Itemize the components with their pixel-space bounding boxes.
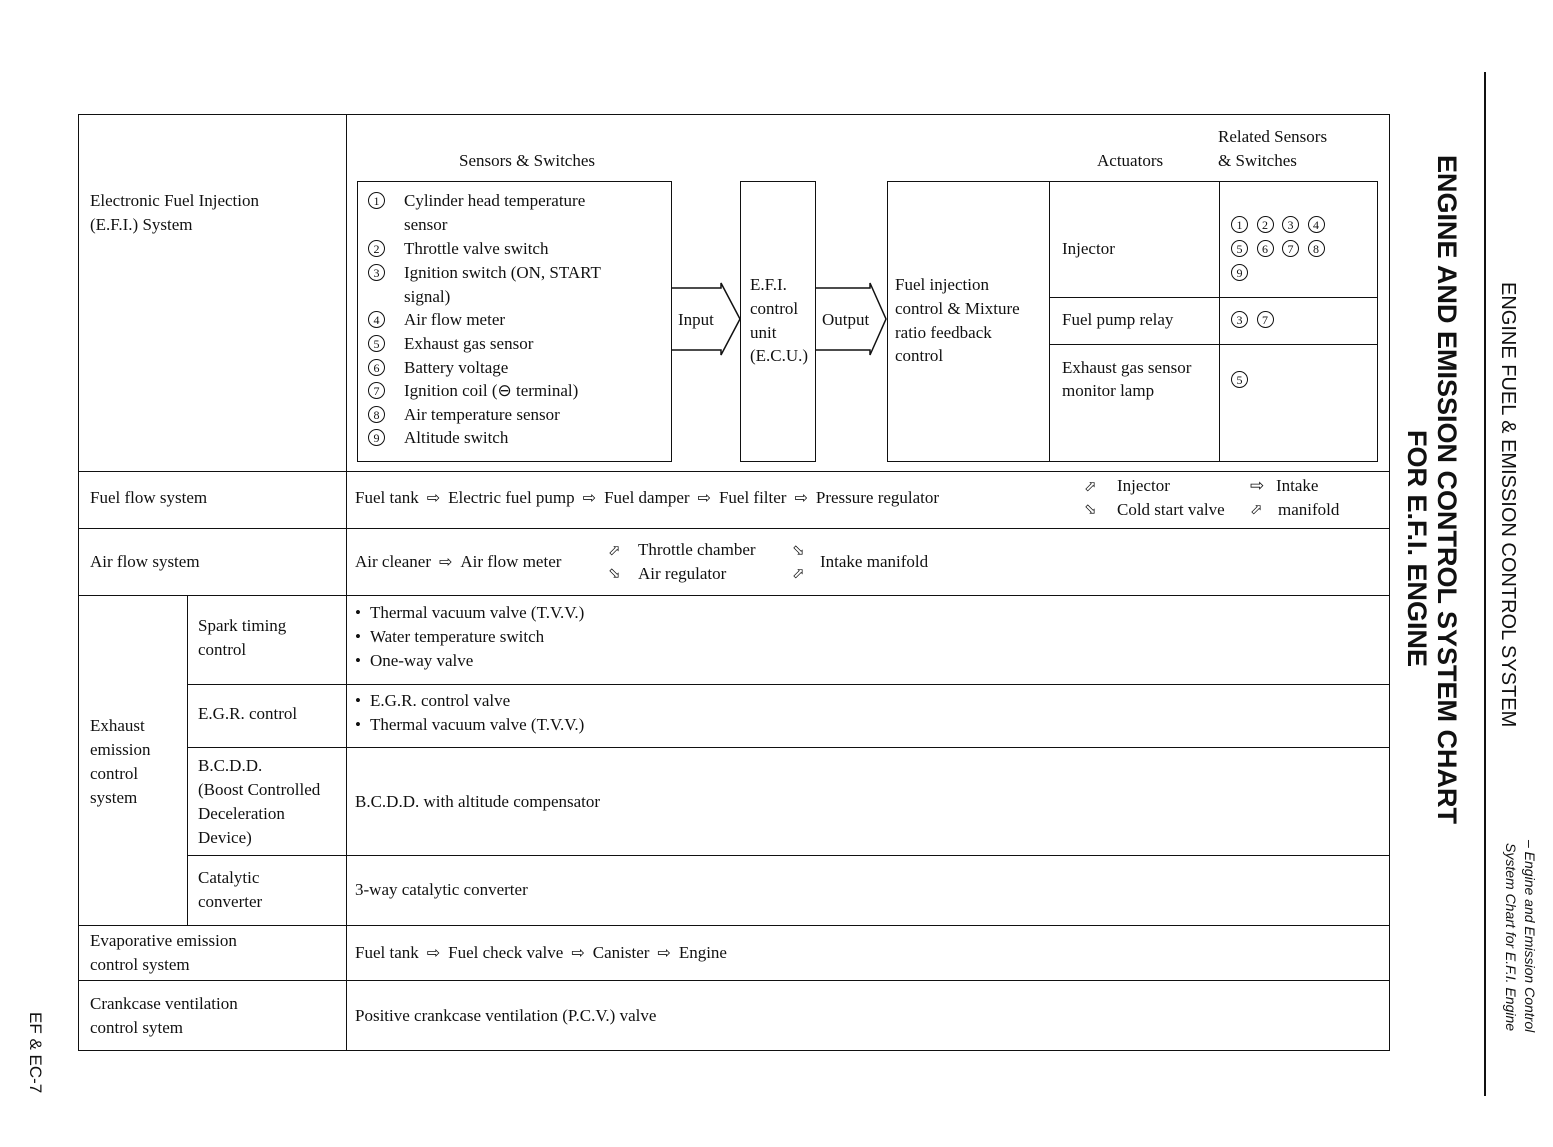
ecu-label: unit [750, 323, 777, 342]
flow-step: Engine [678, 943, 727, 962]
sensor-item [368, 426, 385, 450]
circled-number-icon: 9 [368, 429, 385, 446]
catalytic-description: 3-way catalytic converter [355, 880, 528, 899]
list-item: • Water temperature switch [355, 625, 544, 649]
air-flow-chain [355, 550, 561, 575]
control-label: Fuel injection [895, 275, 989, 294]
fuel-flow-chain [355, 486, 939, 511]
side-rule [1484, 72, 1486, 1096]
section-title: ENGINE FUEL & EMISSION CONTROL SYSTEM [1497, 282, 1519, 728]
sensor-label: Air temperature sensor [404, 405, 560, 424]
list-item: • Thermal vacuum valve (T.V.V.) [355, 713, 584, 737]
flow-end: manifold [1278, 500, 1340, 519]
related-row [1231, 261, 1248, 285]
hollow-arrow-right-icon: ⇨ [657, 945, 671, 962]
circled-number-icon: 3 [368, 264, 385, 281]
efi-row-label: Electronic Fuel Injection [90, 191, 259, 210]
circled-number-icon: 6 [1257, 240, 1274, 257]
hollow-arrow-right-icon: ⇨ [794, 490, 808, 507]
related-header: & Switches [1218, 151, 1297, 170]
sensor-label: Altitude switch [404, 428, 509, 447]
sensor-item [368, 403, 385, 427]
circled-number-icon: 1 [368, 192, 385, 209]
related-row [1231, 368, 1248, 392]
exhaust-label: control [90, 764, 139, 783]
sensor-item [368, 332, 385, 356]
sensor-item [368, 189, 385, 213]
spark-timing-label: Spark timing [198, 616, 287, 635]
hollow-arrow-up-right-icon: ⬀ [1250, 502, 1263, 518]
hollow-arrow-up-right-icon: ⬀ [792, 566, 805, 582]
bcdd-label: B.C.D.D. [198, 756, 263, 775]
actuator-label: Fuel pump relay [1062, 310, 1174, 329]
bcdd-description: B.C.D.D. with altitude compensator [355, 792, 601, 811]
bcdd-label: Device) [198, 828, 252, 847]
catalytic-label: Catalytic [198, 868, 260, 887]
bcdd-label: Deceleration [198, 804, 285, 823]
flow-step: Fuel check valve [448, 943, 564, 962]
circled-number-icon: 6 [368, 359, 385, 376]
sensors-header: Sensors & Switches [459, 151, 595, 170]
sensor-label: Battery voltage [404, 358, 509, 377]
hollow-arrow-down-right-icon: ⬂ [608, 566, 621, 582]
list-item: • E.G.R. control valve [355, 689, 510, 713]
crankcase-label: Crankcase ventilation [90, 994, 238, 1013]
row-divider [78, 925, 1390, 926]
circled-number-icon: 5 [1231, 240, 1248, 257]
hollow-arrow-down-right-icon: ⬂ [1084, 502, 1097, 518]
hollow-arrow-right-icon: ⇨ [1250, 476, 1265, 495]
spark-timing-label: control [198, 640, 247, 659]
hollow-arrow-up-right-icon: ⬀ [608, 543, 621, 559]
circled-number-icon: 8 [368, 406, 385, 423]
flow-step: Fuel filter [718, 488, 787, 507]
circled-number-icon: 7 [1257, 311, 1274, 328]
chart-title: FOR E.F.I. ENGINE [1402, 430, 1432, 668]
bcdd-label: (Boost Controlled [198, 780, 321, 799]
sensor-item [368, 237, 385, 261]
sensor-label: Ignition coil (⊖ terminal) [404, 381, 579, 400]
related-row [1231, 213, 1325, 237]
hollow-arrow-right-icon: ⇨ [438, 554, 453, 571]
flow-branch-top: Throttle chamber [638, 540, 756, 559]
row-divider [78, 528, 1390, 529]
circled-number-icon: 3 [1231, 311, 1248, 328]
row-divider [78, 595, 1390, 596]
sensor-label: Throttle valve switch [404, 239, 549, 258]
flow-step: Fuel tank [355, 943, 419, 962]
flow-branch-bottom: Cold start valve [1117, 500, 1225, 519]
row-divider [187, 684, 1390, 685]
circled-number-icon: 8 [1308, 240, 1325, 257]
evap-label: Evaporative emission [90, 931, 237, 950]
circled-number-icon: 2 [368, 240, 385, 257]
hollow-arrow-right-icon: ⇨ [582, 490, 597, 507]
flow-end: Intake manifold [820, 552, 929, 571]
row-divider [187, 747, 1390, 748]
actuator-row-divider [1049, 344, 1378, 345]
flow-step: Fuel damper [604, 488, 690, 507]
list-item: • Thermal vacuum valve (T.V.V.) [355, 601, 584, 625]
row-divider [78, 471, 1390, 472]
related-column-divider [1219, 181, 1220, 462]
chart-title: ENGINE AND EMISSION CONTROL SYSTEM CHART [1432, 155, 1462, 825]
circled-number-icon: 7 [1282, 240, 1299, 257]
flow-end: Intake [1276, 476, 1319, 495]
sensor-label: Cylinder head temperature [404, 191, 586, 210]
circled-number-icon: 9 [1231, 264, 1248, 281]
circled-number-icon: 2 [1257, 216, 1274, 233]
flow-step: Fuel tank [355, 488, 419, 507]
actuators-header: Actuators [1097, 151, 1164, 170]
hollow-arrow-right-icon: ⇨ [571, 945, 585, 962]
control-label: control & Mixture [895, 299, 1020, 318]
actuator-label: monitor lamp [1062, 381, 1155, 400]
subsection-title: System Chart for E.F.I. Engine [1503, 843, 1519, 1032]
sensor-item [368, 379, 385, 403]
circled-number-icon: 3 [1282, 216, 1299, 233]
subcolumn-divider [187, 595, 188, 925]
flow-branch-bottom: Air regulator [638, 564, 727, 583]
evap-chain [355, 941, 727, 966]
circled-number-icon: 4 [368, 311, 385, 328]
ecu-label: control [750, 299, 799, 318]
circled-number-icon: 7 [368, 382, 385, 399]
sensor-label: Air flow meter [404, 310, 506, 329]
efi-row-label: (E.F.I.) System [90, 215, 193, 234]
flow-branch-top: Injector [1117, 476, 1170, 495]
flow-step: Air cleaner [355, 552, 431, 571]
ecu-label: (E.C.U.) [750, 346, 809, 365]
hollow-arrow-down-right-icon: ⬂ [792, 543, 805, 559]
flow-step: Electric fuel pump [448, 488, 575, 507]
circled-number-icon: 4 [1308, 216, 1325, 233]
list-item: • One-way valve [355, 649, 473, 673]
exhaust-label: system [90, 788, 138, 807]
sensor-label: sensor [404, 215, 448, 234]
sensor-label: Exhaust gas sensor [404, 334, 534, 353]
evap-label: control system [90, 955, 190, 974]
catalytic-label: converter [198, 892, 263, 911]
crankcase-label: control sytem [90, 1018, 184, 1037]
circled-number-icon: 5 [1231, 371, 1248, 388]
related-row [1231, 237, 1325, 261]
related-row [1231, 308, 1274, 332]
flow-step: Canister [592, 943, 650, 962]
circled-number-icon: 1 [1231, 216, 1248, 233]
label-column-divider [346, 114, 347, 1051]
actuator-column-divider [1049, 181, 1050, 462]
flow-step: Air flow meter [460, 552, 562, 571]
sensor-label: Ignition switch (ON, START [404, 263, 601, 282]
row-divider [187, 855, 1390, 856]
sensor-item [368, 356, 385, 380]
sensor-item [368, 261, 385, 285]
actuator-label: Exhaust gas sensor [1062, 358, 1192, 377]
output-label: Output [822, 310, 870, 329]
exhaust-label: emission [90, 740, 151, 759]
exhaust-label: Exhaust [90, 716, 145, 735]
hollow-arrow-right-icon: ⇨ [697, 490, 711, 507]
sensor-item [368, 308, 385, 332]
flow-step: Pressure regulator [815, 488, 940, 507]
hollow-arrow-up-right-icon: ⬀ [1084, 479, 1097, 495]
circled-number-icon: 5 [368, 335, 385, 352]
air-flow-label: Air flow system [90, 552, 200, 571]
crankcase-description: Positive crankcase ventilation (P.C.V.) valve [355, 1006, 657, 1025]
related-header: Related Sensors [1218, 127, 1328, 146]
sensor-label: signal) [404, 287, 451, 306]
input-label: Input [678, 310, 714, 329]
fuel-flow-label: Fuel flow system [90, 488, 208, 507]
egr-label: E.G.R. control [198, 704, 298, 723]
page-number: EF & EC-7 [26, 1012, 45, 1094]
hollow-arrow-right-icon: ⇨ [426, 945, 441, 962]
control-label: ratio feedback [895, 323, 992, 342]
hollow-arrow-right-icon: ⇨ [426, 490, 441, 507]
ecu-label: E.F.I. [750, 275, 787, 294]
control-label: control [895, 346, 944, 365]
subsection-title: – Engine and Emission Control [1522, 840, 1538, 1033]
actuator-label: Injector [1062, 239, 1115, 258]
actuator-row-divider [1049, 297, 1378, 298]
row-divider [78, 980, 1390, 981]
